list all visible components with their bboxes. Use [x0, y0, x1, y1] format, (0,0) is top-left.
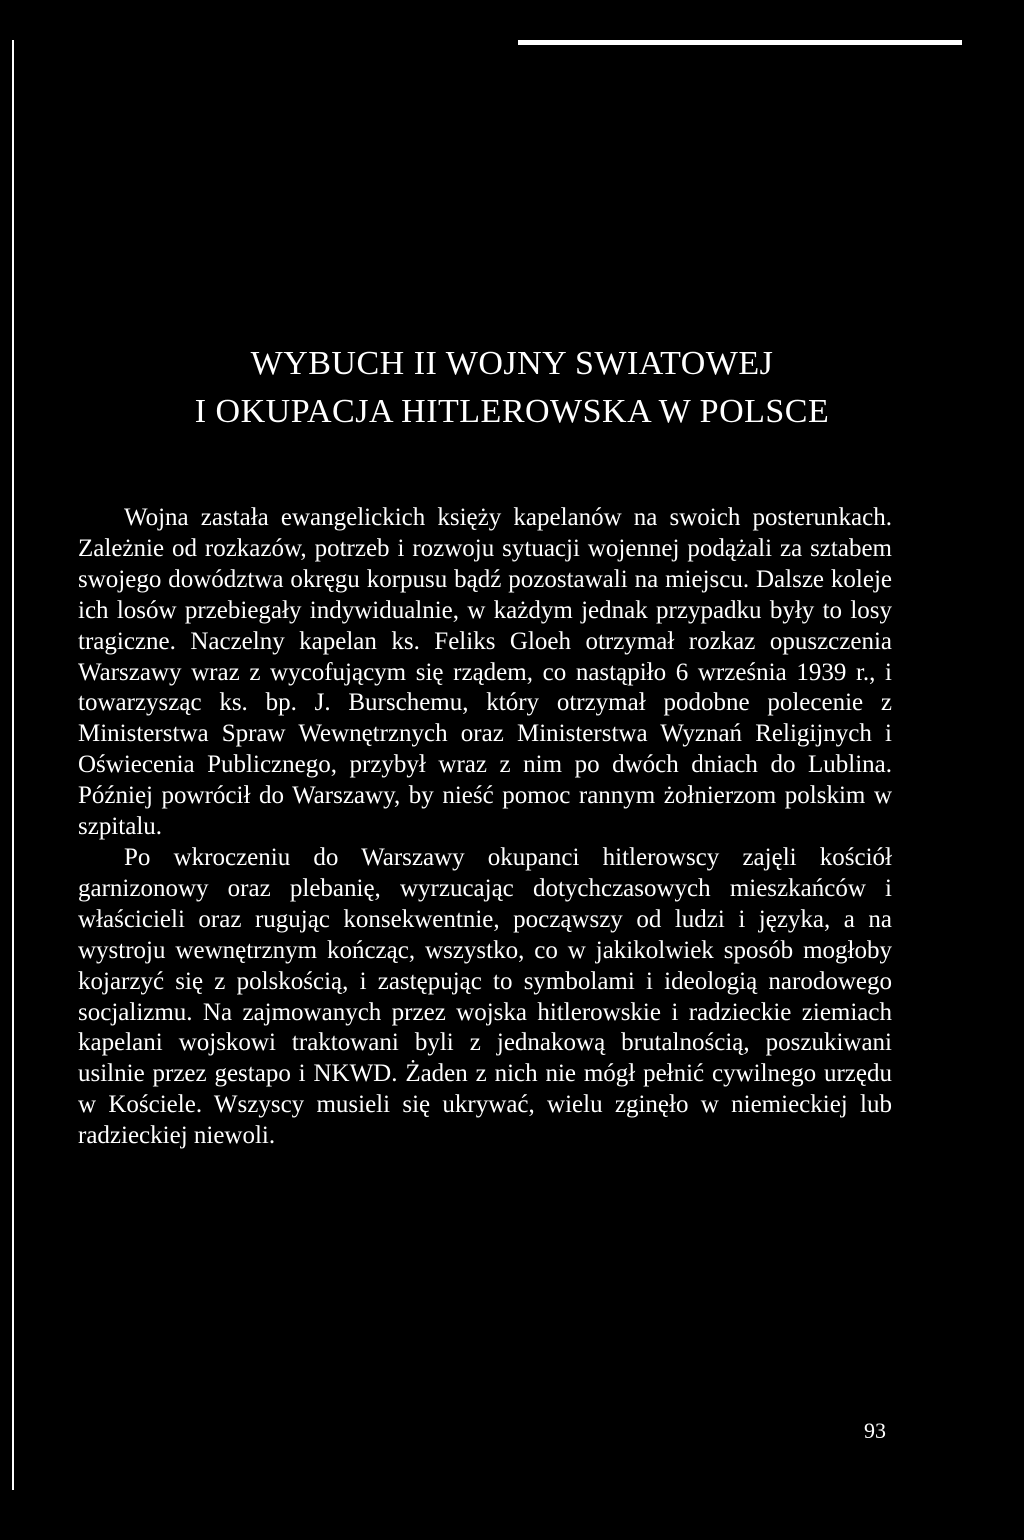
chapter-title-line-2: I OKUPACJA HITLEROWSKA W POLSCE — [194, 393, 830, 430]
chapter-title-line-1: WYBUCH II WOJNY SWIATOWEJ — [250, 345, 774, 382]
chapter-title — [0, 340, 1024, 436]
page-number: 93 — [864, 1418, 886, 1443]
top-rule — [518, 40, 962, 45]
body-text — [78, 503, 892, 1152]
paragraph-2: Po wkroczeniu do Warszawy okupanci hitlerowscy zajęli kościół garnizonowy oraz plebanię, wyrzucając dotychczasowych mieszkańców i właścicieli oraz rugując konsekwentnie, począwszy od ludzi i języka, a na wystroju wewnętrznym kończąc, wszystko, co w jakikolwiek sposób mogłoby kojarzyć się z polskością, i zastępując to symbolami i ideologią narodowego socjalizmu. Na zajmowanych przez wojska hitlerowskie i radzieckie ziemiach kapelani wojskowi traktowani byli z jednakową brutalnością, poszukiwani usilnie przez gestapo i NKWD. Żaden z nich nie mógł pełnić cywilnego urzędu w Kościele. Wszyscy musieli się ukrywać, wielu zginęło w niemieckiej lub radzieckiej niewoli. — [78, 843, 892, 1150]
paragraph-1: Wojna zastała ewangelickich księży kapelanów na swoich posterunkach. Zależnie od rozkazów, potrzeb i rozwoju sytuacji wojennej podążali za sztabem swojego dowództwa okręgu korpusu bądź pozostawali na miejscu. Dalsze koleje ich losów przebiegały indywidualnie, w każdym jednak przypadku były to losy tragiczne. Naczelny kapelan ks. Feliks Gloeh otrzymał rozkaz opuszczenia Warszawy wraz z wycofującym się rządem, co nastąpiło 6 września 1939 r., i towarzysząc ks. bp. J. Burschemu, który otrzymał podobne polecenie z Ministerstwa Spraw Wewnętrznych oraz Ministerstwa Wyznań Religijnych i Oświecenia Publicznego, przybył wraz z nim po dwóch dniach do Lublina. Później powrócił do Warszawy, by nieść pomoc rannym żołnierzom polskim w szpitalu. — [78, 504, 892, 841]
left-margin-rule — [12, 40, 14, 1490]
